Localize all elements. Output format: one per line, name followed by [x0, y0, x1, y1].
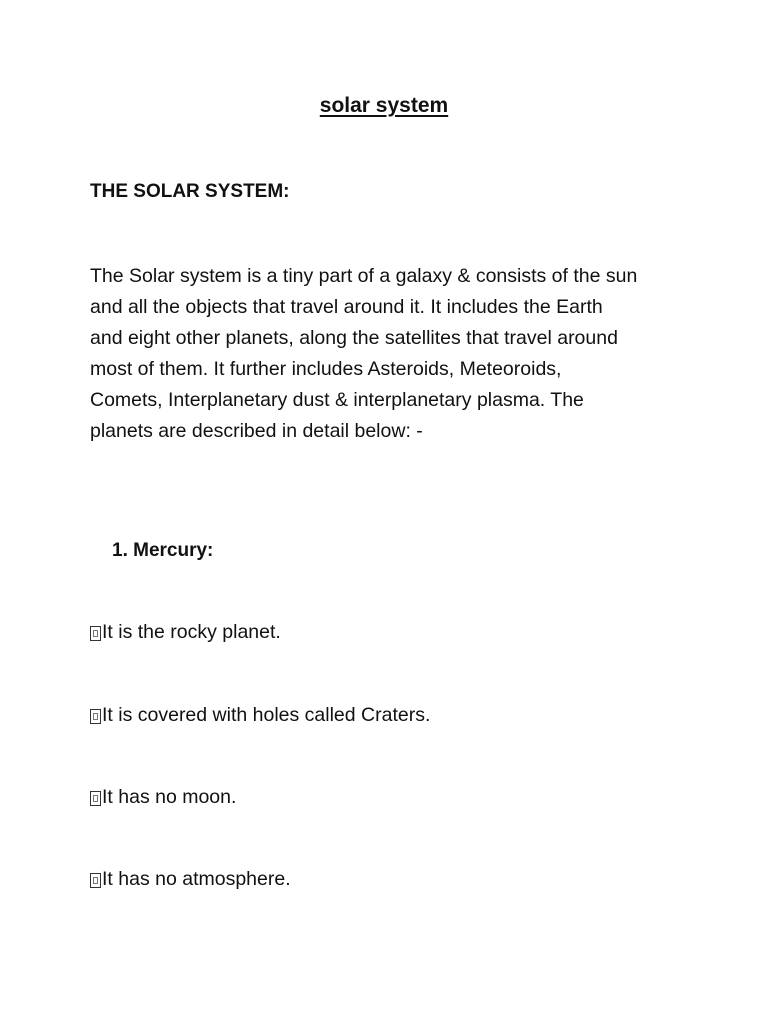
section-heading-solar-system: THE SOLAR SYSTEM: [90, 181, 290, 202]
missing-glyph-bullet-icon [90, 709, 101, 724]
missing-glyph-bullet-icon [90, 626, 101, 641]
list-item [90, 868, 291, 891]
list-item-text: It is the rocky planet. [102, 621, 281, 643]
intro-line: The Solar system is a tiny part of a galaxy & consists of the sun [90, 265, 638, 287]
intro-paragraph [90, 261, 680, 447]
intro-line: planets are described in detail below: - [90, 420, 423, 442]
list-item [90, 621, 281, 644]
intro-line: and eight other planets, along the satellites that travel around [90, 327, 618, 349]
mercury-heading: 1. Mercury: [112, 540, 214, 561]
intro-line: Comets, Interplanetary dust & interplanetary plasma. The [90, 389, 584, 411]
missing-glyph-bullet-icon [90, 791, 101, 806]
list-item-text: It is covered with holes called Craters. [102, 704, 431, 726]
list-item [90, 704, 430, 727]
list-item-text: It has no moon. [102, 786, 237, 808]
list-item-text: It has no atmosphere. [102, 868, 291, 890]
list-item [90, 786, 236, 809]
document-title: solar system [319, 94, 449, 117]
intro-line: most of them. It further includes Asteroids, Meteoroids, [90, 358, 562, 380]
intro-line: and all the objects that travel around it. It includes the Earth [90, 296, 603, 318]
missing-glyph-bullet-icon [90, 873, 101, 888]
